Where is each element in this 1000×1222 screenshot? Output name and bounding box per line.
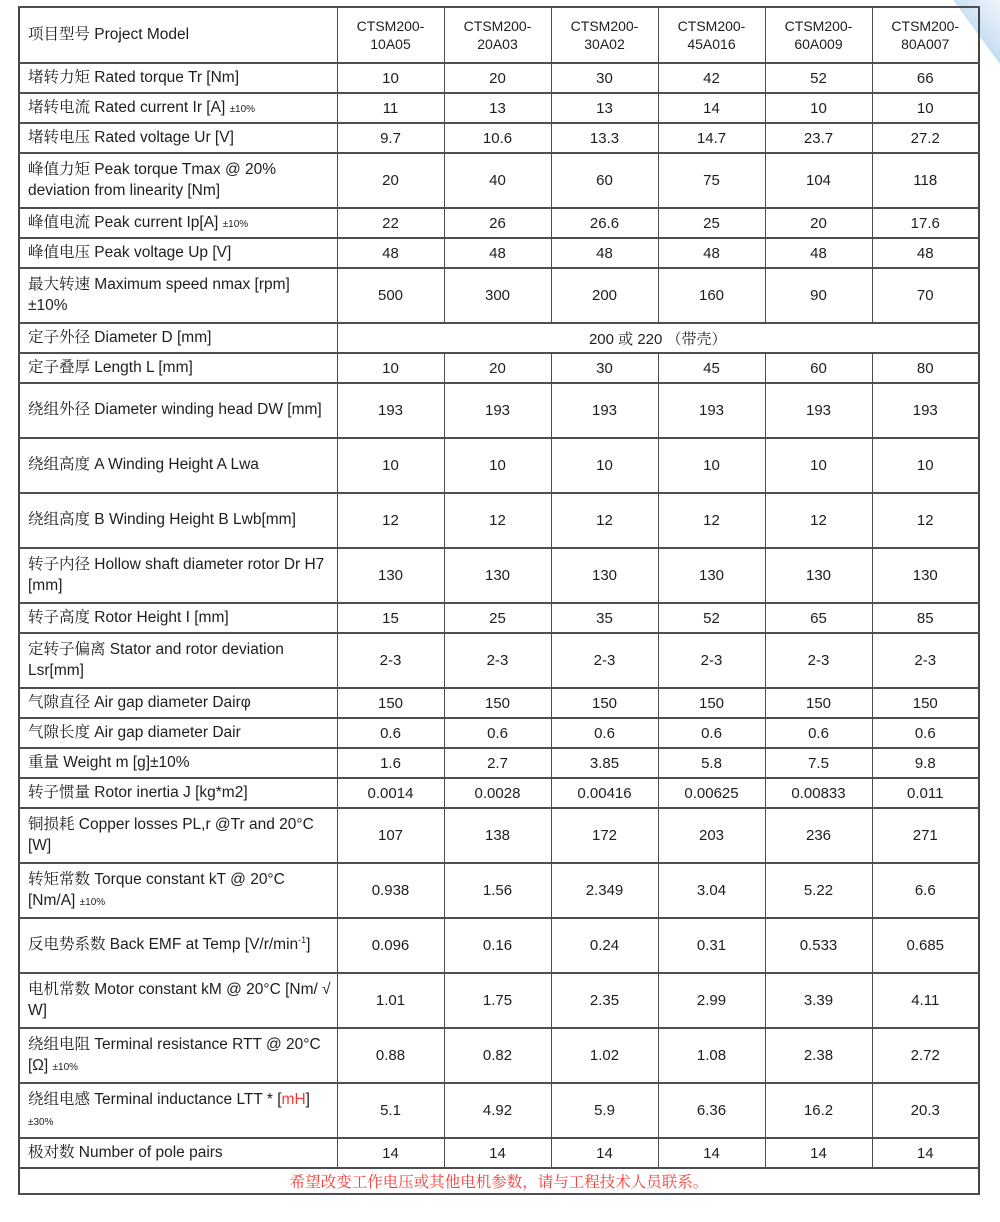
cell-stator-rotor-deviation-4: 2-3: [765, 633, 872, 688]
row-label-terminal-inductance: 绕组电感 Terminal inductance LTT * [mH] ±30%: [19, 1083, 337, 1138]
cell-motor-constant-2: 2.35: [551, 973, 658, 1028]
footer-row: [19, 1168, 979, 1194]
cell-stator-rotor-deviation-2: 2-3: [551, 633, 658, 688]
cell-max-speed-1: 300: [444, 268, 551, 323]
row-label-back-emf: 反电势系数 Back EMF at Temp $[V/r/\min^{-1}]$: [19, 918, 337, 973]
cell-air-gap-diameter-5: 150: [872, 688, 979, 718]
header-model-5: CTSM200-80A007: [872, 7, 979, 63]
cell-winding-height-b-2: 12: [551, 493, 658, 548]
cell-torque-constant-3: 3.04: [658, 863, 765, 918]
cell-torque-constant-1: 1.56: [444, 863, 551, 918]
cell-motor-constant-3: 2.99: [658, 973, 765, 1028]
row-air-gap-diameter: [19, 688, 979, 718]
cell-stator-rotor-deviation-1: 2-3: [444, 633, 551, 688]
cell-stator-length-2: 30: [551, 353, 658, 383]
cell-back-emf-4: 0.533: [765, 918, 872, 973]
cell-pole-pairs-2: 14: [551, 1138, 658, 1168]
cell-peak-current-1: 26: [444, 208, 551, 238]
row-peak-voltage: [19, 238, 979, 268]
cell-terminal-inductance-1: 4.92: [444, 1083, 551, 1138]
row-label-stator-length: 定子叠厚 Length L [mm]: [19, 353, 337, 383]
footer-note: 希望改变工作电压或其他电机参数，请与工程技术人员联系。: [19, 1168, 979, 1194]
row-label-motor-constant: 电机常数 Motor constant kM @ 20°C [Nm/ √ W]: [19, 973, 337, 1028]
row-winding-head-diameter: [19, 383, 979, 438]
cell-back-emf-3: 0.31: [658, 918, 765, 973]
row-label-copper-losses: 铜损耗 Copper losses PL,r @Tr and 20°C [W]: [19, 808, 337, 863]
cell-motor-constant-4: 3.39: [765, 973, 872, 1028]
cell-rated-torque-4: 52: [765, 63, 872, 93]
cell-rated-voltage-4: 23.7: [765, 123, 872, 153]
cell-air-gap-diameter-1: 150: [444, 688, 551, 718]
cell-hollow-shaft-diameter-3: 130: [658, 548, 765, 603]
cell-winding-head-diameter-4: 193: [765, 383, 872, 438]
cell-terminal-resistance-0: 0.88: [337, 1028, 444, 1083]
cell-rated-torque-0: 10: [337, 63, 444, 93]
cell-torque-constant-0: 0.938: [337, 863, 444, 918]
row-label-peak-voltage: 峰值电压 Peak voltage Up [V]: [19, 238, 337, 268]
row-stator-length: [19, 353, 979, 383]
row-rated-current: [19, 93, 979, 123]
row-winding-height-b: [19, 493, 979, 548]
cell-max-speed-2: 200: [551, 268, 658, 323]
cell-max-speed-4: 90: [765, 268, 872, 323]
cell-winding-height-b-3: 12: [658, 493, 765, 548]
row-label-rated-current: 堵转电流 Rated current Ir [A] ±10%: [19, 93, 337, 123]
cell-stator-rotor-deviation-5: 2-3: [872, 633, 979, 688]
cell-air-gap-length-1: 0.6: [444, 718, 551, 748]
header-model-3: CTSM200-45A016: [658, 7, 765, 63]
cell-air-gap-length-4: 0.6: [765, 718, 872, 748]
cell-copper-losses-5: 271: [872, 808, 979, 863]
row-pole-pairs: [19, 1138, 979, 1168]
row-torque-constant: [19, 863, 979, 918]
cell-stator-length-3: 45: [658, 353, 765, 383]
cell-stator-length-5: 80: [872, 353, 979, 383]
row-label-rated-torque: 堵转力矩 Rated torque Tr [Nm]: [19, 63, 337, 93]
cell-pole-pairs-1: 14: [444, 1138, 551, 1168]
cell-peak-torque-1: 40: [444, 153, 551, 208]
cell-winding-height-b-0: 12: [337, 493, 444, 548]
row-label-winding-height-a: 绕组高度 A Winding Height A Lwa: [19, 438, 337, 493]
row-terminal-inductance: [19, 1083, 979, 1138]
cell-winding-height-a-0: 10: [337, 438, 444, 493]
cell-rated-current-5: 10: [872, 93, 979, 123]
row-label-rotor-inertia: 转子惯量 Rotor inertia J [kg*m2]: [19, 778, 337, 808]
row-rotor-height: [19, 603, 979, 633]
cell-peak-voltage-0: 48: [337, 238, 444, 268]
row-label-max-speed: 最大转速 Maximum speed nmax [rpm] ±10%: [19, 268, 337, 323]
cell-air-gap-diameter-4: 150: [765, 688, 872, 718]
cell-rotor-inertia-0: 0.0014: [337, 778, 444, 808]
row-stator-outer-diameter: [19, 323, 979, 353]
cell-air-gap-diameter-0: 150: [337, 688, 444, 718]
row-label-pole-pairs: 极对数 Number of pole pairs: [19, 1138, 337, 1168]
cell-stator-length-4: 60: [765, 353, 872, 383]
row-label-terminal-resistance: 绕组电阻 Terminal resistance RTT @ 20°C [Ω] ±10%: [19, 1028, 337, 1083]
cell-motor-constant-0: 1.01: [337, 973, 444, 1028]
header-project-model: 项目型号 Project Model: [19, 7, 337, 63]
cell-peak-voltage-1: 48: [444, 238, 551, 268]
cell-rated-torque-5: 66: [872, 63, 979, 93]
cell-rated-current-0: 11: [337, 93, 444, 123]
cell-rated-voltage-3: 14.7: [658, 123, 765, 153]
row-label-peak-current: 峰值电流 Peak current Ip[A] ±10%: [19, 208, 337, 238]
row-label-winding-height-b: 绕组高度 B Winding Height B Lwb[mm]: [19, 493, 337, 548]
cell-peak-voltage-3: 48: [658, 238, 765, 268]
cell-weight-1: 2.7: [444, 748, 551, 778]
spec-table-header: [19, 7, 979, 63]
cell-peak-voltage-2: 48: [551, 238, 658, 268]
cell-peak-torque-4: 104: [765, 153, 872, 208]
cell-peak-torque-5: 118: [872, 153, 979, 208]
cell-copper-losses-3: 203: [658, 808, 765, 863]
cell-motor-constant-5: 4.11: [872, 973, 979, 1028]
cell-rated-current-1: 13: [444, 93, 551, 123]
cell-peak-current-4: 20: [765, 208, 872, 238]
row-max-speed: [19, 268, 979, 323]
cell-peak-voltage-5: 48: [872, 238, 979, 268]
row-peak-current: [19, 208, 979, 238]
cell-peak-torque-3: 75: [658, 153, 765, 208]
cell-rotor-height-4: 65: [765, 603, 872, 633]
cell-hollow-shaft-diameter-1: 130: [444, 548, 551, 603]
cell-peak-torque-2: 60: [551, 153, 658, 208]
cell-rated-torque-3: 42: [658, 63, 765, 93]
cell-air-gap-length-5: 0.6: [872, 718, 979, 748]
cell-air-gap-diameter-3: 150: [658, 688, 765, 718]
cell-torque-constant-5: 6.6: [872, 863, 979, 918]
cell-rotor-height-0: 15: [337, 603, 444, 633]
header-model-1: CTSM200-20A03: [444, 7, 551, 63]
row-label-rotor-height: 转子高度 Rotor Height I [mm]: [19, 603, 337, 633]
row-label-winding-head-diameter: 绕组外径 Diameter winding head DW [mm]: [19, 383, 337, 438]
cell-rotor-inertia-3: 0.00625: [658, 778, 765, 808]
cell-peak-current-3: 25: [658, 208, 765, 238]
cell-winding-height-a-3: 10: [658, 438, 765, 493]
cell-rotor-inertia-1: 0.0028: [444, 778, 551, 808]
cell-peak-torque-0: 20: [337, 153, 444, 208]
cell-winding-height-a-5: 10: [872, 438, 979, 493]
cell-torque-constant-4: 5.22: [765, 863, 872, 918]
cell-weight-2: 3.85: [551, 748, 658, 778]
cell-weight-0: 1.6: [337, 748, 444, 778]
cell-terminal-resistance-2: 1.02: [551, 1028, 658, 1083]
row-motor-constant: [19, 973, 979, 1028]
cell-back-emf-5: 0.685: [872, 918, 979, 973]
row-peak-torque: [19, 153, 979, 208]
cell-peak-voltage-4: 48: [765, 238, 872, 268]
cell-weight-5: 9.8: [872, 748, 979, 778]
row-weight: [19, 748, 979, 778]
cell-stator-outer-diameter-merged: 200 或 220 （带壳）: [337, 323, 979, 353]
row-label-peak-torque: 峰值力矩 Peak torque Tmax @ 20% deviation from linearity [Nm]: [19, 153, 337, 208]
row-label-stator-rotor-deviation: 定转子偏离 Stator and rotor deviation Lsr[mm]: [19, 633, 337, 688]
cell-rated-current-2: 13: [551, 93, 658, 123]
row-label-hollow-shaft-diameter: 转子内径 Hollow shaft diameter rotor Dr H7 [mm]: [19, 548, 337, 603]
cell-pole-pairs-3: 14: [658, 1138, 765, 1168]
cell-max-speed-3: 160: [658, 268, 765, 323]
row-rated-torque: [19, 63, 979, 93]
cell-winding-height-b-4: 12: [765, 493, 872, 548]
cell-terminal-resistance-1: 0.82: [444, 1028, 551, 1083]
header-model-2: CTSM200-30A02: [551, 7, 658, 63]
header-model-4: CTSM200-60A009: [765, 7, 872, 63]
cell-rotor-height-3: 52: [658, 603, 765, 633]
cell-rated-voltage-5: 27.2: [872, 123, 979, 153]
cell-stator-length-0: 10: [337, 353, 444, 383]
cell-winding-height-a-4: 10: [765, 438, 872, 493]
cell-back-emf-2: 0.24: [551, 918, 658, 973]
cell-pole-pairs-4: 14: [765, 1138, 872, 1168]
cell-hollow-shaft-diameter-2: 130: [551, 548, 658, 603]
cell-hollow-shaft-diameter-4: 130: [765, 548, 872, 603]
cell-winding-height-a-2: 10: [551, 438, 658, 493]
cell-back-emf-0: 0.096: [337, 918, 444, 973]
cell-rated-current-3: 14: [658, 93, 765, 123]
cell-winding-head-diameter-3: 193: [658, 383, 765, 438]
cell-rotor-height-1: 25: [444, 603, 551, 633]
cell-copper-losses-2: 172: [551, 808, 658, 863]
row-rated-voltage: [19, 123, 979, 153]
cell-winding-head-diameter-2: 193: [551, 383, 658, 438]
cell-rated-voltage-1: 10.6: [444, 123, 551, 153]
cell-winding-head-diameter-0: 193: [337, 383, 444, 438]
cell-motor-constant-1: 1.75: [444, 973, 551, 1028]
cell-winding-height-b-1: 12: [444, 493, 551, 548]
cell-copper-losses-4: 236: [765, 808, 872, 863]
cell-peak-current-5: 17.6: [872, 208, 979, 238]
cell-terminal-resistance-4: 2.38: [765, 1028, 872, 1083]
cell-rated-torque-2: 30: [551, 63, 658, 93]
cell-terminal-resistance-5: 2.72: [872, 1028, 979, 1083]
header-model-0: CTSM200-10A05: [337, 7, 444, 63]
cell-terminal-inductance-2: 5.9: [551, 1083, 658, 1138]
spec-table: [18, 6, 980, 1195]
cell-pole-pairs-5: 14: [872, 1138, 979, 1168]
cell-stator-rotor-deviation-0: 2-3: [337, 633, 444, 688]
row-label-torque-constant: 转矩常数 Torque constant kT @ 20°C [Nm/A] ±10%: [19, 863, 337, 918]
row-label-stator-outer-diameter: 定子外径 Diameter D [mm]: [19, 323, 337, 353]
cell-torque-constant-2: 2.349: [551, 863, 658, 918]
header-row: [19, 7, 979, 63]
cell-winding-height-b-5: 12: [872, 493, 979, 548]
cell-air-gap-length-0: 0.6: [337, 718, 444, 748]
row-winding-height-a: [19, 438, 979, 493]
cell-hollow-shaft-diameter-5: 130: [872, 548, 979, 603]
cell-winding-head-diameter-5: 193: [872, 383, 979, 438]
cell-winding-height-a-1: 10: [444, 438, 551, 493]
row-hollow-shaft-diameter: [19, 548, 979, 603]
cell-rated-voltage-0: 9.7: [337, 123, 444, 153]
cell-rated-voltage-2: 13.3: [551, 123, 658, 153]
row-back-emf: [19, 918, 979, 973]
cell-rated-torque-1: 20: [444, 63, 551, 93]
cell-hollow-shaft-diameter-0: 130: [337, 548, 444, 603]
cell-air-gap-length-2: 0.6: [551, 718, 658, 748]
cell-rotor-inertia-4: 0.00833: [765, 778, 872, 808]
row-air-gap-length: [19, 718, 979, 748]
cell-peak-current-0: 22: [337, 208, 444, 238]
cell-terminal-inductance-0: 5.1: [337, 1083, 444, 1138]
cell-rotor-height-2: 35: [551, 603, 658, 633]
cell-stator-length-1: 20: [444, 353, 551, 383]
row-terminal-resistance: [19, 1028, 979, 1083]
row-stator-rotor-deviation: [19, 633, 979, 688]
cell-max-speed-5: 70: [872, 268, 979, 323]
cell-copper-losses-0: 107: [337, 808, 444, 863]
cell-terminal-inductance-3: 6.36: [658, 1083, 765, 1138]
cell-weight-4: 7.5: [765, 748, 872, 778]
cell-terminal-inductance-5: 20.3: [872, 1083, 979, 1138]
cell-terminal-inductance-4: 16.2: [765, 1083, 872, 1138]
cell-max-speed-0: 500: [337, 268, 444, 323]
cell-stator-rotor-deviation-3: 2-3: [658, 633, 765, 688]
row-label-rated-voltage: 堵转电压 Rated voltage Ur [V]: [19, 123, 337, 153]
cell-peak-current-2: 26.6: [551, 208, 658, 238]
row-label-weight: 重量 Weight m [g]±10%: [19, 748, 337, 778]
cell-back-emf-1: 0.16: [444, 918, 551, 973]
row-copper-losses: [19, 808, 979, 863]
cell-copper-losses-1: 138: [444, 808, 551, 863]
cell-terminal-resistance-3: 1.08: [658, 1028, 765, 1083]
row-rotor-inertia: [19, 778, 979, 808]
cell-air-gap-length-3: 0.6: [658, 718, 765, 748]
cell-weight-3: 5.8: [658, 748, 765, 778]
cell-pole-pairs-0: 14: [337, 1138, 444, 1168]
cell-rotor-height-5: 85: [872, 603, 979, 633]
row-label-air-gap-length: 气隙长度 Air gap diameter Dair: [19, 718, 337, 748]
cell-winding-head-diameter-1: 193: [444, 383, 551, 438]
cell-rotor-inertia-5: 0.011: [872, 778, 979, 808]
row-label-air-gap-diameter: 气隙直径 Air gap diameter Dairφ: [19, 688, 337, 718]
cell-rated-current-4: 10: [765, 93, 872, 123]
cell-rotor-inertia-2: 0.00416: [551, 778, 658, 808]
cell-air-gap-diameter-2: 150: [551, 688, 658, 718]
